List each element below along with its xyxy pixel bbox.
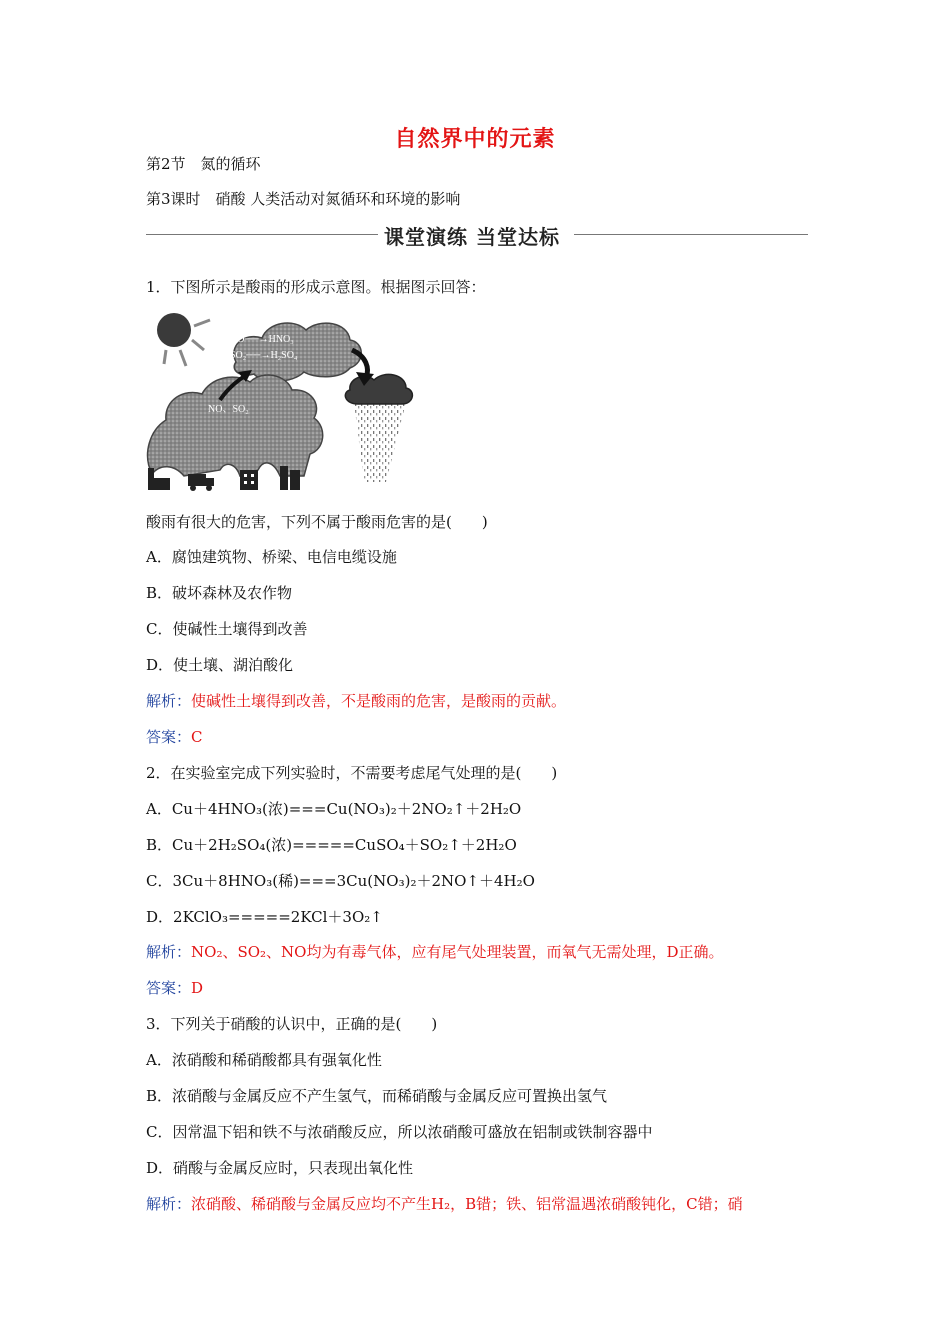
analysis-label: 解析： [146, 1195, 192, 1213]
rain-cloud-icon [345, 374, 412, 404]
q2-option-d: D．2KClO₃=====2KCl＋3O₂↑ [146, 908, 383, 926]
analysis-text: 使碱性土壤得到改善，不是酸雨的危害，是酸雨的贡献。 [191, 692, 567, 710]
building-icon [240, 470, 258, 490]
banner-text: 课堂演练 当堂达标 [384, 225, 560, 249]
q1-stem: 1．下图所示是酸雨的形成示意图。根据图示回答： [146, 278, 486, 296]
q3-option-d: D．硝酸与金属反应时，只表现出氧化性 [146, 1159, 414, 1177]
banner-left-rule [146, 234, 378, 235]
q2-analysis [146, 941, 724, 962]
analysis-text: NO₂、SO₂、NO均为有毒气体，应有尾气处理装置，而氧气无需处理，D正确。 [191, 943, 724, 961]
figure-label-so2: SO₂──→H₂SO₄ [230, 350, 298, 361]
truck-icon [188, 474, 214, 491]
q1-answer [146, 726, 203, 747]
answer-label: 答案： [146, 728, 192, 746]
q3-analysis [146, 1193, 743, 1214]
answer-text: C [191, 728, 203, 746]
analysis-label: 解析： [146, 943, 192, 961]
q2-answer [146, 977, 203, 998]
analysis-text: 浓硝酸、稀硝酸与金属反应均不产生H₂，B错；铁、铝常温遇浓硝酸钝化，C错；硝 [191, 1195, 743, 1213]
sun-icon [157, 313, 210, 366]
q1-option-c: C．使碱性土壤得到改善 [146, 620, 308, 638]
q3-option-b: B．浓硝酸与金属反应不产生氢气，而稀硝酸与金属反应可置换出氢气 [146, 1087, 608, 1105]
page-title: 自然界中的元素 [394, 126, 556, 152]
q2-option-b: B．Cu＋2H₂SO₄(浓)=====CuSO₄＋SO₂↑＋2H₂O [146, 836, 517, 854]
q1-question: 酸雨有很大的危害，下列不属于酸雨危害的是( ) [146, 513, 488, 531]
answer-text: D [191, 979, 204, 997]
section-heading: 第2节 氮的循环 [146, 155, 261, 173]
q3-option-a: A．浓硝酸和稀硝酸都具有强氧化性 [146, 1051, 382, 1069]
analysis-label: 解析： [146, 692, 192, 710]
q1-option-d: D．使土壤、湖泊酸化 [146, 656, 294, 674]
q2-option-a: A．Cu＋4HNO₃(浓)===Cu(NO₃)₂＋2NO₂↑＋2H₂O [146, 800, 522, 818]
acid-rain-illustration [144, 304, 414, 496]
factory-icon [148, 468, 170, 490]
answer-label: 答案： [146, 979, 192, 997]
lesson-heading: 第3课时 硝酸 人类活动对氮循环和环境的影响 [146, 190, 461, 208]
figure-label-gases: NO、SO₂ [208, 404, 249, 415]
figure-label-no: NO──→HNO₃ [230, 334, 294, 345]
q3-stem: 3．下列关于硝酸的认识中，正确的是( ) [146, 1015, 438, 1033]
q1-option-b: B．破坏森林及农作物 [146, 584, 293, 602]
acid-rain-diagram [144, 304, 414, 496]
banner-right-rule [574, 234, 808, 235]
q3-option-c: C．因常温下铝和铁不与浓硝酸反应，所以浓硝酸可盛放在铝制或铁制容器中 [146, 1123, 653, 1141]
q1-option-a: A．腐蚀建筑物、桥梁、电信电缆设施 [146, 548, 397, 566]
q2-stem: 2．在实验室完成下列实验时，不需要考虑尾气处理的是( ) [146, 764, 558, 782]
section-banner [146, 221, 808, 249]
q2-option-c: C．3Cu＋8HNO₃(稀)===3Cu(NO₃)₂＋2NO↑＋4H₂O [146, 872, 535, 890]
rain-area-icon [354, 402, 406, 482]
q1-analysis [146, 690, 566, 711]
smoke-cloud-icon [148, 375, 323, 476]
